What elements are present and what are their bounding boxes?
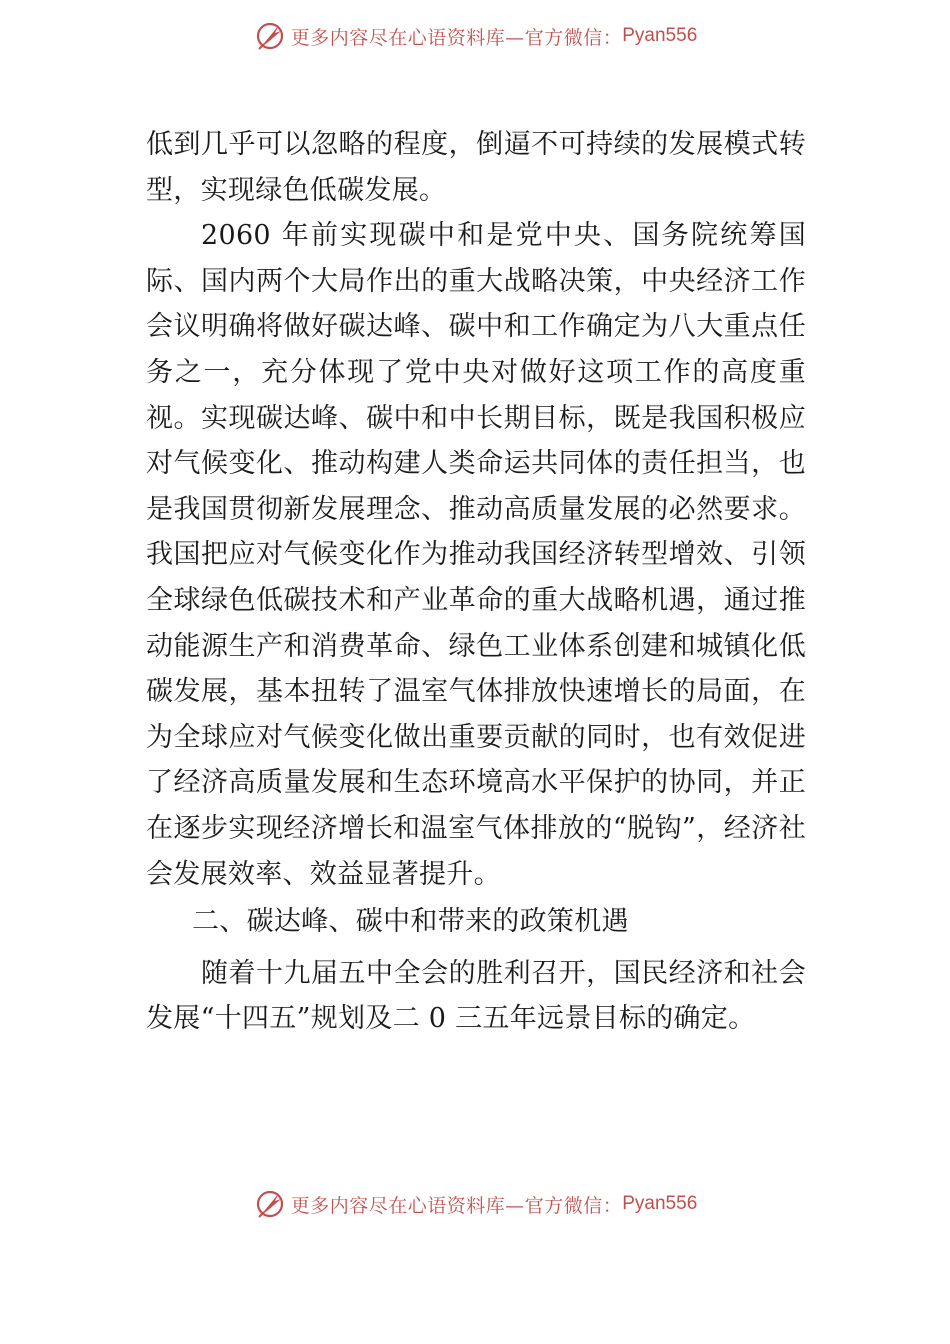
paragraph-carbon-neutrality: 2060 年前实现碳中和是党中央、国务院统筹国际、国内两个大局作出的重大战略决策，中央经济工作会议明确将做好碳达峰、碳中和工作确定为八大重点任务之一，充分体现了党中央对做好这项工作的高度重视。实现碳达峰、碳中和中长期目标，既是我国积极应对气候变化、推动构建人类命运共同体的责任担当，也是我国贯彻新发展理念、推动高质量发展的必然要求。我国把应对气候变化作为推动我国经济转型增效、引领全球绿色低碳技术和产业革命的重大战略机遇，通过推动能源生产和消费革命、绿色工业体系创建和城镇化低碳发展，基本扭转了温室气体排放快速增长的局面，在为全球应对气候变化做出重要贡献的同时，也有效促进了经济高质量发展和生态环境高水平保护的协同，并正在逐步实现经济增长和温室气体排放的“脱钩”，经济社会发展效率、效益显著提升。 <box>146 220 806 890</box>
banner-wechat-id: Pyan556 <box>622 1193 698 1214</box>
header-watermark-banner <box>0 16 950 56</box>
red-quill-logo-icon <box>253 19 287 53</box>
paragraph-continuation: 低到几乎可以忽略的程度，倒逼不可持续的发展模式转型，实现绿色低碳发展。 <box>146 129 806 206</box>
banner-text: 更多内容尽在心语资料库—官方微信： <box>290 26 623 49</box>
banner-text: 更多内容尽在心语资料库—官方微信： <box>290 1194 623 1217</box>
red-quill-logo-icon <box>253 1187 287 1221</box>
document-body <box>146 122 806 1042</box>
footer-watermark-banner <box>0 1184 950 1224</box>
paragraph-plenary-session: 随着十九届五中全会的胜利召开，国民经济和社会发展“十四五”规划及二 0 三五年远景目标的确定。 <box>146 957 806 1035</box>
banner-wechat-id: Pyan556 <box>622 25 698 46</box>
section-heading: 二、碳达峰、碳中和带来的政策机遇 <box>192 906 629 938</box>
